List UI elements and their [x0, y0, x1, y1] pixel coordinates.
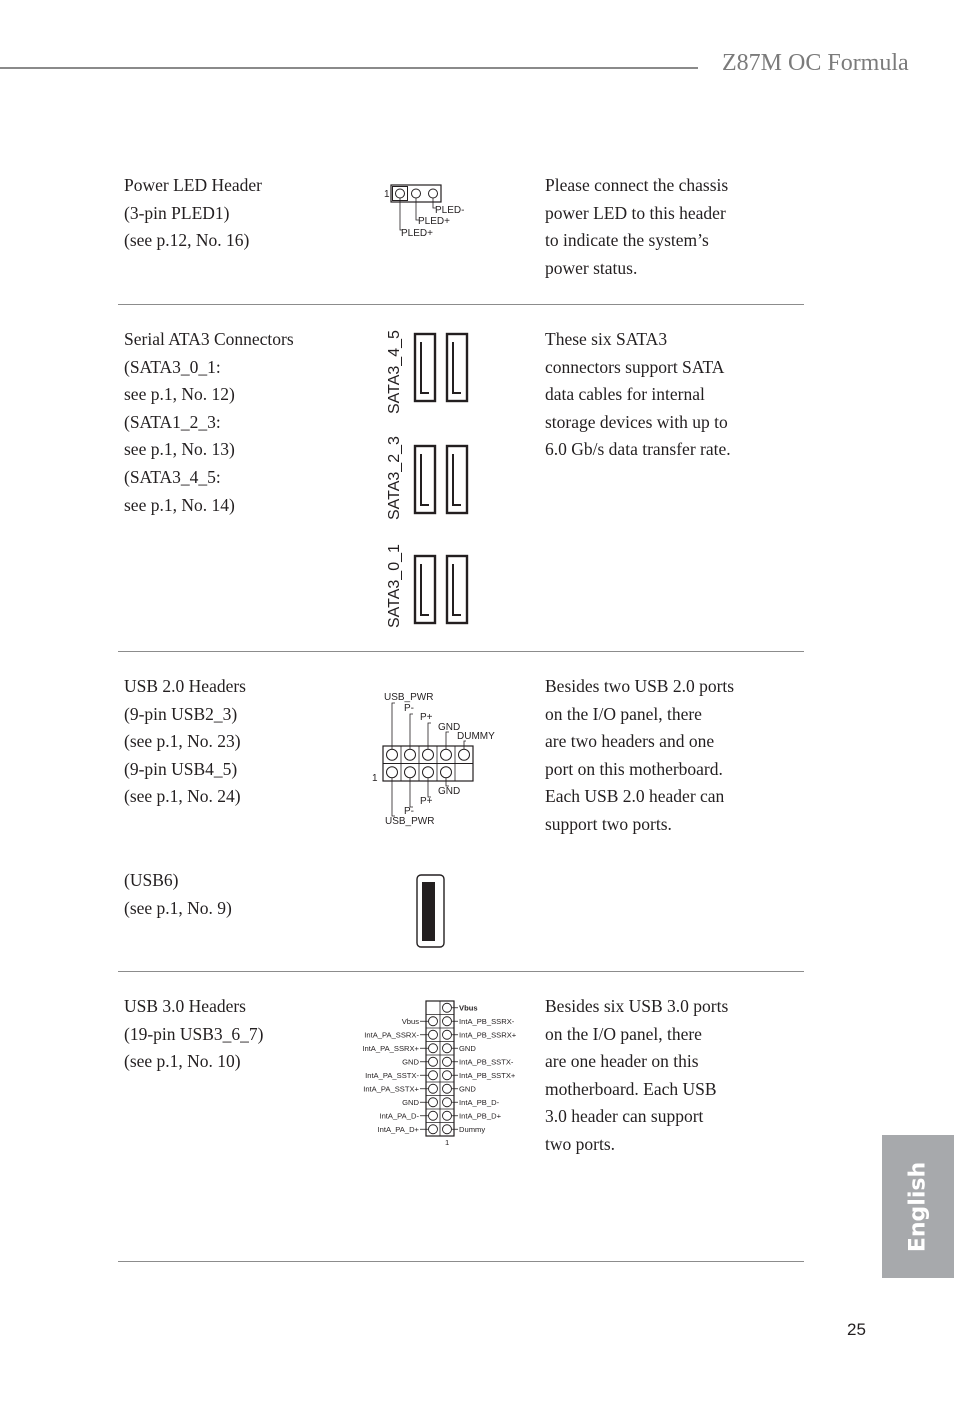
usb3-label-line: (see p.1, No. 10): [124, 1051, 241, 1072]
pin: [405, 749, 416, 760]
usb3-description: [545, 993, 728, 1159]
pin-label: PLED+: [418, 216, 450, 227]
pin-label: P+: [420, 796, 433, 807]
pin: [396, 189, 405, 198]
description-line: These six SATA3: [545, 329, 668, 349]
pin-label: GND: [402, 1098, 419, 1107]
pin-label: P-: [404, 806, 414, 817]
language-side-tab: [882, 1135, 954, 1278]
description-line: motherboard. Each USB: [545, 1078, 717, 1099]
pin-label: IntA_PB_D-: [459, 1098, 500, 1107]
pin-label: GND: [438, 786, 461, 797]
pin-label: PLED+: [401, 228, 433, 239]
pin-label: IntA_PB_SSTX-: [459, 1057, 514, 1067]
leader-line: [392, 778, 395, 816]
pin-label: PLED-: [435, 205, 465, 216]
sata-label-line: see p.1, No. 13): [124, 439, 235, 460]
pin-label: IntA_PA_SSRX+: [362, 1044, 419, 1053]
description-line: to indicate the system’s: [545, 230, 709, 251]
leader-line: [428, 723, 431, 749]
description-line: port on this motherboard.: [545, 758, 723, 779]
power-led-header-diagram: [380, 180, 490, 242]
usb2-description: [545, 673, 734, 839]
pin-label: IntA_PA_D-: [379, 1111, 419, 1121]
pin-label: GND: [402, 1057, 419, 1067]
section-divider: [118, 971, 804, 972]
description-line: 3.0 header can support: [545, 1106, 704, 1127]
language-tab-label: English: [905, 1161, 931, 1252]
leader-line: [464, 741, 466, 749]
pin: [423, 749, 434, 760]
pin-label: IntA_PA_SSTX+: [363, 1084, 419, 1094]
pin-label: GND: [459, 1084, 476, 1094]
document-title: Z87M OC Formula: [722, 50, 909, 76]
usb2-label-line: (see p.1, No. 23): [124, 731, 241, 752]
pin-label: USB_PWR: [385, 816, 435, 827]
pin-label: GND: [438, 722, 461, 733]
sata-group-label: SATA3_0_1: [386, 544, 403, 628]
pin: [423, 767, 434, 778]
sata-label-line: (SATA1_2_3:: [124, 411, 221, 432]
sata-port: [415, 446, 435, 513]
power-led-label-line: (3-pin PLED1): [124, 202, 230, 223]
sata-label-line: see p.1, No. 14): [124, 494, 235, 515]
pins-left-column: [429, 1017, 438, 1134]
pin-label: IntA_PA_SSRX-: [364, 1030, 419, 1040]
sata-label: [124, 326, 294, 519]
leader-line: [410, 778, 413, 807]
pin-1-marker: 1: [445, 1138, 450, 1147]
description-line: Besides six USB 3.0 ports: [545, 996, 729, 1016]
description-line: connectors support SATA: [545, 356, 725, 377]
pin-label: P+: [420, 712, 433, 723]
pin-label: USB_PWR: [384, 692, 434, 703]
leader-line: [446, 778, 449, 786]
pin-label: IntA_PA_SSTX-: [365, 1071, 419, 1080]
description-line: power LED to this header: [545, 202, 726, 223]
sata-label-line: see p.1, No. 12): [124, 384, 235, 405]
power-led-label-line: Power LED Header: [124, 175, 263, 195]
sata-port: [447, 334, 467, 401]
sata-group-label: SATA3_4_5: [386, 330, 403, 414]
section-divider: [118, 304, 804, 305]
sata-port: [415, 556, 435, 623]
usb-port-tongue: [422, 882, 435, 941]
power-led-label-line: (see p.12, No. 16): [124, 230, 250, 251]
usb2-header-diagram: [365, 686, 510, 831]
sata-port: [447, 446, 467, 513]
power-led-description: [545, 172, 728, 282]
usb2-label-line: USB 2.0 Headers: [124, 676, 246, 696]
leader-line: [400, 198, 402, 230]
pin-label: IntA_PA_D+: [377, 1125, 419, 1134]
pin-label: IntA_PB_SSRX+: [459, 1030, 517, 1040]
pin-label: Dummy: [459, 1125, 486, 1134]
pin-label: Vbus: [401, 1017, 419, 1026]
description-line: 6.0 Gb/s data transfer rate.: [545, 439, 731, 460]
description-line: power status.: [545, 257, 638, 278]
usb6-label-line: (USB6): [124, 870, 179, 890]
pin-label: P-: [404, 703, 414, 714]
pin-label: GND: [459, 1044, 476, 1053]
leader-line: [392, 703, 395, 749]
pin-label: IntA_PB_SSRX-: [459, 1017, 515, 1026]
pin-label: IntA_PB_SSTX+: [459, 1071, 516, 1080]
description-line: Each USB 2.0 header can: [545, 786, 725, 807]
usb3-label-line: (19-pin USB3_6_7): [124, 1023, 264, 1044]
pin-1-marker: 1: [384, 189, 390, 200]
leader-line: [410, 714, 413, 749]
usb-port-diagram: [414, 873, 448, 951]
description-line: Please connect the chassis: [545, 175, 729, 195]
sata-label-line: (SATA3_0_1:: [124, 356, 221, 377]
sata-port: [447, 556, 467, 623]
sata-label-line: Serial ATA3 Connectors: [124, 329, 294, 349]
description-line: storage devices with up to: [545, 411, 728, 432]
section-divider: [118, 1261, 804, 1262]
description-line: Besides two USB 2.0 ports: [545, 676, 735, 696]
sata-description: [545, 326, 731, 464]
pin: [387, 749, 398, 760]
power-led-label: [124, 172, 262, 255]
usb2-label: [124, 673, 246, 811]
header-rule: [0, 67, 698, 69]
sata-connectors-diagram: [378, 326, 478, 631]
usb6-label-line: (see p.1, No. 9): [124, 897, 232, 918]
usb2-label-line: (9-pin USB2_3): [124, 703, 238, 724]
description-line: data cables for internal: [545, 384, 705, 405]
usb2-label-line: (see p.1, No. 24): [124, 786, 241, 807]
usb3-header-diagram: [350, 996, 530, 1148]
pin: [405, 767, 416, 778]
pin-1-marker: 1: [372, 773, 378, 784]
pin: [387, 767, 398, 778]
description-line: are one header on this: [545, 1051, 699, 1072]
section-divider: [118, 651, 804, 652]
usb3-label-line: USB 3.0 Headers: [124, 996, 246, 1016]
pin: [459, 749, 470, 760]
pin-label: DUMMY: [457, 731, 495, 742]
description-line: two ports.: [545, 1133, 615, 1154]
description-line: are two headers and one: [545, 731, 715, 752]
usb6-port-label: [124, 867, 232, 922]
description-line: on the I/O panel, there: [545, 703, 702, 724]
usb2-label-line: (9-pin USB4_5): [124, 758, 238, 779]
pin-label: IntA_PB_D+: [459, 1111, 502, 1121]
pin-label: Vbus: [459, 1003, 478, 1013]
sata-label-line: (SATA3_4_5:: [124, 466, 221, 487]
pin: [412, 189, 421, 198]
pin: [429, 189, 438, 198]
pin: [441, 749, 452, 760]
description-line: on the I/O panel, there: [545, 1023, 702, 1044]
description-line: support two ports.: [545, 813, 672, 834]
page-number: 25: [847, 1320, 866, 1339]
sata-port: [415, 334, 435, 401]
usb3-label: [124, 993, 264, 1076]
pin: [441, 767, 452, 778]
sata-group-label: SATA3_2_3: [386, 436, 403, 520]
